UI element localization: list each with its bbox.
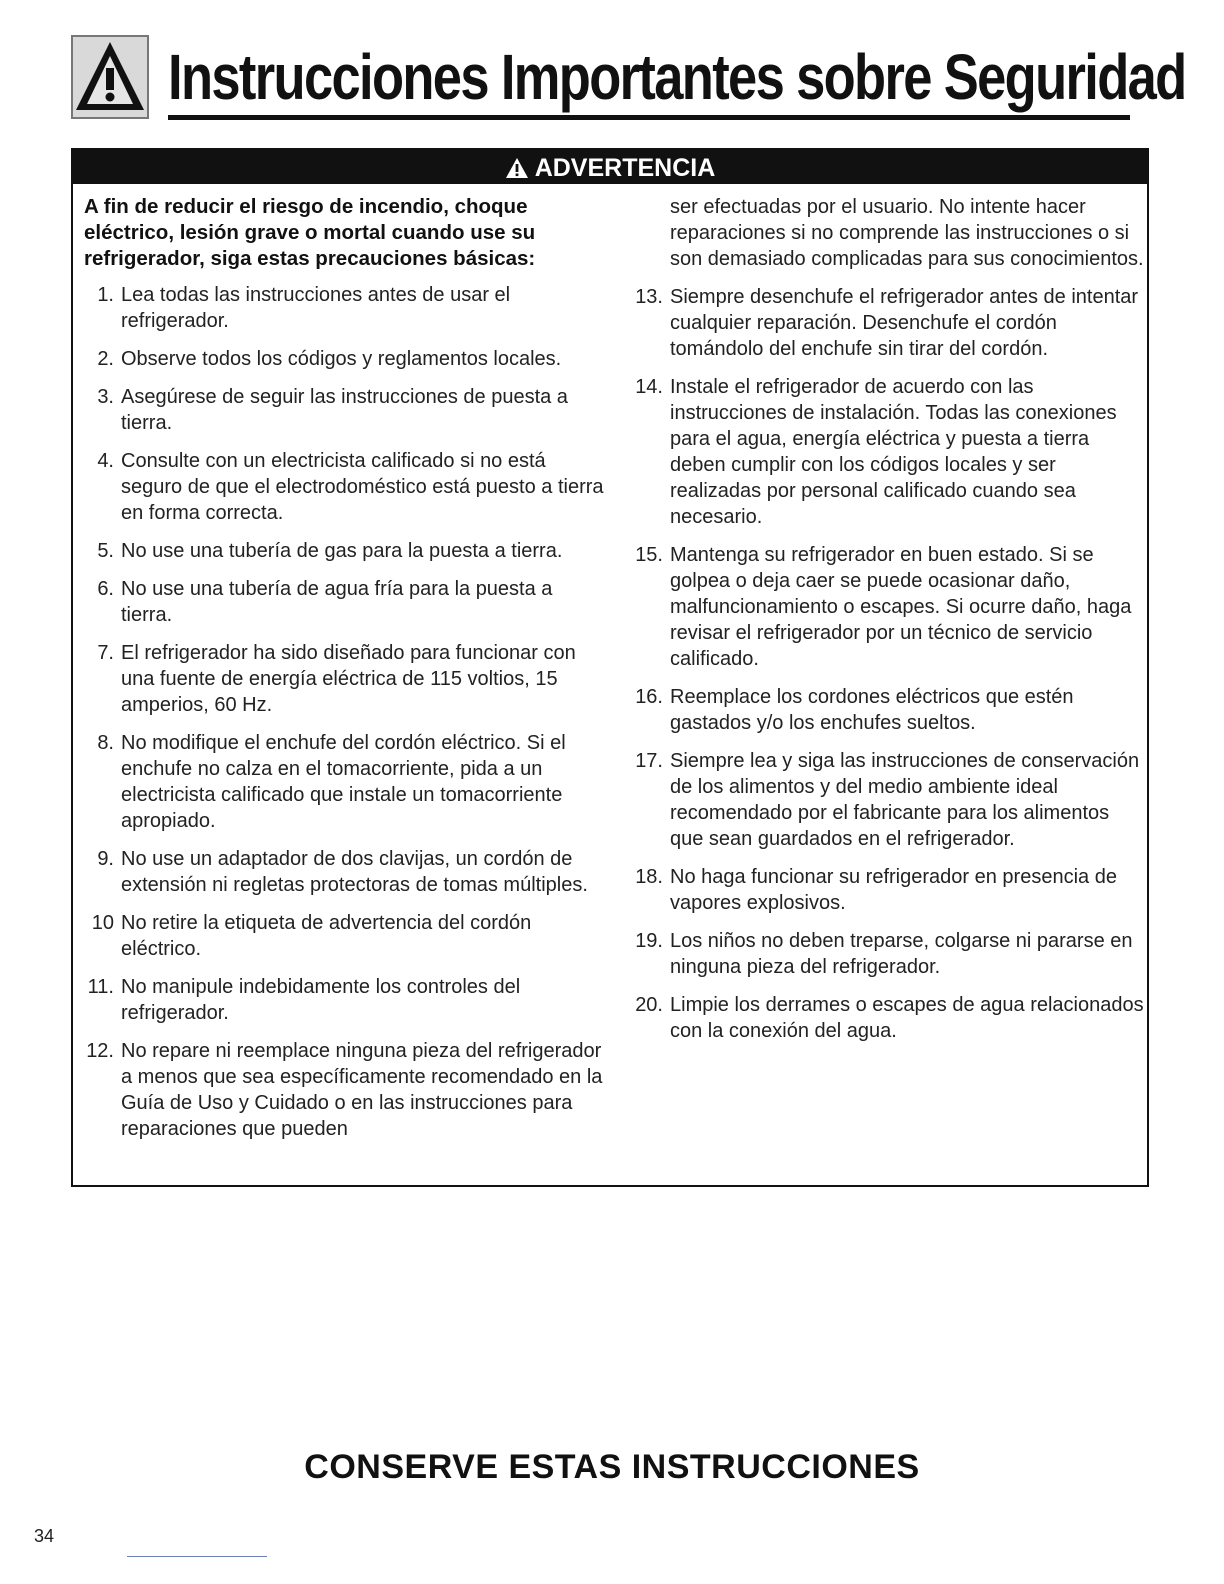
item-number: 18.	[635, 866, 663, 888]
item-number: 19.	[635, 930, 663, 952]
item-number: 8.	[97, 732, 114, 754]
item-text: No use una tubería de agua fría para la puesta a tierra.	[121, 578, 553, 626]
item-text: No modifique el enchufe del cordón eléctrico. Si el enchufe no calza en el tomacorriente, pida a un electricista calificado que instale un tomacorriente apropiado.	[121, 732, 566, 832]
warning-header-label: ADVERTENCIA	[534, 154, 716, 182]
safety-list-right	[633, 284, 1145, 1044]
warning-intro: A fin de reducir el riesgo de incendio, choque eléctrico, lesión grave o mortal cuando use su refrigerador, siga estas precauciones básicas:	[84, 195, 536, 270]
safety-item	[84, 538, 604, 564]
item-text: Los niños no deben treparse, colgarse ni pararse en ninguna pieza del refrigerador.	[670, 930, 1133, 978]
safety-list-left	[84, 282, 604, 1142]
item-text: Mantenga su refrigerador en buen estado. Si se golpea o deja caer se puede ocasionar daño, malfuncionamiento o escapes. Si ocurre daño, haga revisar el refrigerador por un técnico de servicio calificado.	[670, 544, 1132, 670]
item-number: 17.	[635, 750, 663, 772]
safety-item	[84, 640, 604, 718]
warning-triangle-icon	[505, 157, 529, 179]
safety-item	[633, 542, 1145, 672]
item-number: 3.	[97, 386, 114, 408]
item-text: Limpie los derrames o escapes de agua relacionados con la conexión del agua.	[670, 994, 1144, 1042]
item-text: Lea todas las instrucciones antes de usar el refrigerador.	[121, 284, 511, 332]
item-text: Siempre desenchufe el refrigerador antes de intentar cualquier reparación. Desenchufe el cordón tomándolo del enchufe sin tirar del cordón.	[670, 286, 1139, 360]
page-header	[70, 28, 1186, 128]
safety-item	[633, 992, 1145, 1044]
page-title: Instrucciones Importantes sobre Seguridad	[168, 41, 1186, 113]
safety-item	[84, 730, 604, 834]
item-text: Asegúrese de seguir las instrucciones de puesta a tierra.	[121, 386, 568, 434]
item-text: No haga funcionar su refrigerador en presencia de vapores explosivos.	[670, 866, 1117, 914]
safety-item	[84, 846, 604, 898]
safety-item	[633, 374, 1145, 530]
item-text: Observe todos los códigos y reglamentos locales.	[121, 348, 562, 370]
item-text: Instale el refrigerador de acuerdo con las instrucciones de instalación. Todas las conexiones para el agua, energía eléctrica y puesta a tierra deben cumplir con los códigos locales y ser realizadas por personal calificado cuando sea necesario.	[670, 376, 1117, 528]
item-text: No use un adaptador de dos clavijas, un cordón de extensión ni regletas protectoras de tomas múltiples.	[121, 848, 588, 896]
page-number: 34	[34, 1526, 55, 1546]
warning-column-right	[633, 194, 1145, 1056]
safety-item	[633, 928, 1145, 980]
item-number: 11.	[87, 976, 114, 998]
item-text: No use una tubería de gas para la puesta a tierra.	[121, 540, 563, 562]
item-number: 4.	[97, 450, 114, 472]
item-text: No repare ni reemplace ninguna pieza del refrigerador a menos que sea específicamente recomendado en la Guía de Uso y Cuidado o en las instrucciones para reparaciones que pueden	[121, 1040, 603, 1140]
item-number: 15.	[635, 544, 663, 566]
item-number: 6.	[97, 578, 114, 600]
safety-item	[84, 346, 604, 372]
item-number: 7.	[97, 642, 114, 664]
item-text: Reemplace los cordones eléctricos que estén gastados y/o los enchufes sueltos.	[670, 686, 1074, 734]
item-number: 20.	[635, 994, 663, 1016]
item-number: 13.	[635, 286, 663, 308]
item-number: 2.	[97, 348, 114, 370]
safety-item	[84, 384, 604, 436]
warning-box	[71, 148, 1149, 1187]
item-number: 5.	[97, 540, 114, 562]
item-text: Consulte con un electricista calificado si no está seguro de que el electrodoméstico está puesto a tierra en forma correcta.	[121, 450, 604, 524]
item-number: 1.	[97, 284, 114, 306]
safety-item	[633, 748, 1145, 852]
item-text: No retire la etiqueta de advertencia del cordón eléctrico.	[121, 912, 532, 960]
item-number: 12.	[86, 1040, 114, 1062]
warning-icon	[70, 34, 150, 120]
item-number: 16.	[635, 686, 663, 708]
item-12-continuation: ser efectuadas por el usuario. No intente hacer reparaciones si no comprende las instrucciones o si son demasiado complicadas para sus conocimientos.	[670, 196, 1144, 270]
warning-header	[73, 150, 1147, 184]
warning-column-left	[84, 194, 604, 1154]
save-instructions-banner: CONSERVE ESTAS INSTRUCCIONES	[304, 1448, 920, 1486]
footer-rule	[127, 1556, 267, 1557]
item-text: Siempre lea y siga las instrucciones de conservación de los alimentos y del medio ambiente ideal recomendado por el fabricante para los alimentos que sean guardados en el refrigerador.	[670, 750, 1140, 850]
title-underline	[168, 115, 1130, 120]
safety-item	[84, 576, 604, 628]
item-number: 14.	[635, 376, 663, 398]
item-text: No manipule indebidamente los controles del refrigerador.	[121, 976, 521, 1024]
safety-item	[84, 282, 604, 334]
safety-item	[84, 1038, 604, 1142]
safety-item	[633, 864, 1145, 916]
safety-item	[84, 448, 604, 526]
safety-item	[84, 910, 604, 962]
item-number: 10	[91, 912, 114, 934]
safety-item	[84, 974, 604, 1026]
item-text: El refrigerador ha sido diseñado para funcionar con una fuente de energía eléctrica de 115 voltios, 15 amperios, 60 Hz.	[121, 642, 576, 716]
safety-item	[633, 684, 1145, 736]
item-number: 9.	[97, 848, 114, 870]
safety-item	[633, 284, 1145, 362]
